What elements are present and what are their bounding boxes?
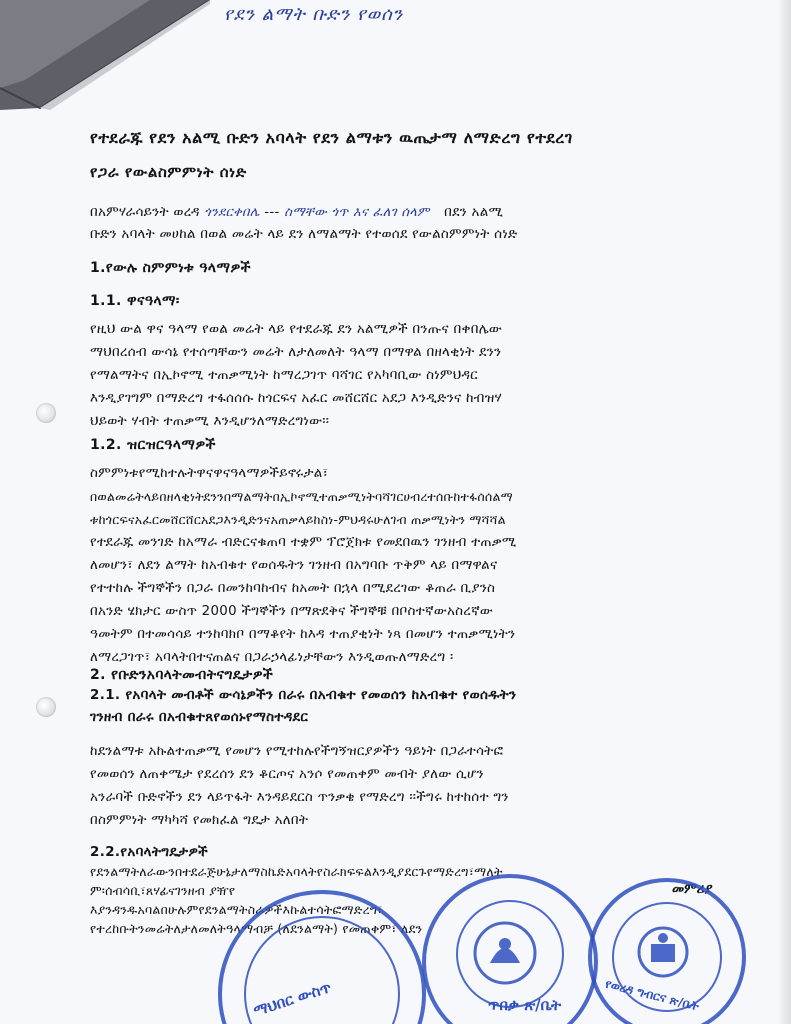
paragraph-line: ም፡ሰብሳቢ፣ጸሃፊናገንዘብ ያዥየ bbox=[90, 883, 236, 898]
section-2-heading: 2. የቡድንአባላትመብትናግዴታዎች bbox=[90, 667, 274, 683]
intro-line-1 bbox=[90, 205, 750, 220]
paragraph-line: የተተከሉ ችግኞችን በጋራ በመንከባከብና ከአመት በኋላ በሚደረገው ቆጠራ ቢያንስ bbox=[90, 581, 496, 596]
paragraph-line: የደንልማትለራውንበተደራጅሁኔታለማስኬድአባላትየስራክፍፍልእንዲያደርጉየማድረግ፣ማለት bbox=[90, 864, 503, 879]
stamp-left-text: ማህበር ውስጥ bbox=[251, 977, 334, 1021]
handwritten-kebele: ጎንደርቀበሌ bbox=[204, 205, 260, 220]
section-2-1-heading: 2.1. የአባላት መብቶች ውሳኔዎችን በራሩ በአብቁተ የመወሰን ከአብቁተ የወሰዱትን bbox=[90, 688, 517, 703]
stamp-right-text: የወረዳ ግብርና ጽ/ቤት bbox=[603, 976, 701, 1014]
section-2-2-heading: 2.2.የአባላትግዴታዎች bbox=[90, 845, 209, 860]
folded-corner bbox=[0, 0, 210, 110]
margin-fragment: መምሪያ bbox=[672, 882, 713, 897]
stamp-middle-emblem-icon bbox=[470, 918, 540, 988]
paragraph-line: ማህበረሰብ ውሳኔ የተሰጣቸውን መሬት ለታለመለት ዓላማ በማዋል በዘላቂነት ደንን bbox=[90, 345, 502, 360]
section-1-2-heading: 1.2. ዝርዝርዓላማዎች bbox=[90, 437, 216, 453]
paragraph-line: የመወሰን ለጠቀሜታ የደረሰን ደን ቆርጦና አንሶ የመጠቀም መብት ያለው ሲሆን bbox=[90, 767, 484, 782]
paragraph-line: ስምምነቱየሚከተሉትዋናዋናዓላማዎችይኖሩታል፣ bbox=[90, 466, 329, 481]
paragraph-line: ዓመትም በተመሳሳይ ተንከባክቦ በማቆየት ከእዳ ተጠያቂነት ነጻ በመሆን ተጠቃሚነትን bbox=[90, 627, 516, 642]
page-edge-shadow bbox=[777, 0, 791, 1024]
handwritten-group-name: እና ፈለገ ሰላም bbox=[353, 205, 430, 220]
stamp-middle-text: ጥበቃ ጽ/ቤት bbox=[488, 996, 562, 1014]
paragraph-line: ህይወት ሃብት ተጠቃሚ እንዲሆንለማድረግነው፡፡ bbox=[90, 414, 330, 429]
paragraph-line: ለመሆን፣ ለደን ልማት ከአብቁተ የወሰዱትን ገንዘብ በአግባቡ ጥቅም ላይ በማዋልና bbox=[90, 558, 498, 573]
section-1-heading: 1.የውሉ ስምምነቱ ዓላማዎች bbox=[90, 260, 251, 276]
intro-dashes: --- bbox=[264, 205, 280, 220]
paragraph-line: የዚህ ውል ዋና ዓላማ የወል መሬት ላይ የተደራጁ ደን አልሚዎች በንጡና በቀበሌው bbox=[90, 322, 503, 337]
handwritten-note: የደን ልማት ቡድን የወሰን bbox=[224, 4, 404, 25]
paragraph-line: እያንዳንዱአባልበሁሉምየደንልማትስራዎችእኩልተሳትፎማድረግ፣ bbox=[90, 902, 383, 917]
paragraph-line: ቱከጎርፍናአፈርመሸርሸርአደጋእንዲድንናአጠቃላይከስነ-ምህዳሩሁለገብ ጠቃሚነትን ማሻሻል bbox=[90, 512, 506, 527]
paragraph-line: ከደንልማቱ አኩልተጠቃሚ የመሆን የሚተከሉየችግኝዝርያዎችን ዓይነት በጋራተሳትፎ bbox=[90, 744, 504, 759]
paragraph-line: የተደራጁ መንገድ ከአማራ ብድርናቁጠባ ተቋም ፕሮጀክቱ የመደበዉን ገንዘብ ተጠቃሚ bbox=[90, 535, 517, 550]
stamp-right-emblem-icon bbox=[633, 922, 693, 982]
punch-hole-top bbox=[36, 403, 56, 423]
paragraph-line: የማልማትና በኢኮኖሚ ተጠቃሚነት ከማረጋገጥ ባሻገር የአካባቢው ስነምህዳር bbox=[90, 368, 478, 383]
paragraph-line: እንዲያገግም በማድረግ ተፋሰሰሱ ከጎርፍና አፈር መሸርሸር አደጋ እንዲድንና ከብዝሃ bbox=[90, 391, 503, 406]
handwritten-got: ስማቸው ጎጥ bbox=[284, 205, 349, 220]
paragraph-line: በስምምነት ማካካሻ የመክፈል ግዴታ አለበት bbox=[90, 813, 309, 828]
document-subtitle: የጋራ የውልስምምነት ሰነድ bbox=[90, 163, 247, 181]
paragraph-line: የተረከቡትንመሬትለታለመለትዓላማብቻ (ለደንልማት) የመጠቀም፣ ለደን bbox=[90, 921, 423, 936]
paragraph-line: በወልመሬትላይበዘላቂነትደንንበማልማትበኢኮኖሚተጠቃሚነትባሻገርሀብረተሰቡከተፋሰሰልማ bbox=[90, 489, 513, 504]
document-title: የተደራጁ የደን አልሚ ቡድን አባላት የደን ልማቱን ዉጤታማ ለማድረግ የተደረገ bbox=[90, 128, 573, 147]
section-2-1-heading-cont: ገንዘብ በራሩ በአብቁተጸየወሰኑየማስተዳደር bbox=[90, 710, 309, 725]
paragraph-line: አንራባች ቡድኖችን ደን ላይጥፋት እንዳይደርስ ጥንቃቄ የማድረግ ፡፡ችግሩ ከተከሰተ ግን bbox=[90, 790, 509, 805]
intro-line-2: ቡድን አባላት መሀከል በወል መሬት ላይ ደን ለማልማት የተወሰደ የውልስምምነት ሰነድ bbox=[90, 227, 518, 242]
paragraph-line: በአንድ ሄክታር ውስጥ 2000 ችግኞችን በማጽደቅና ችግኞቹ በቦስተኛውአስረኛው bbox=[90, 604, 494, 619]
punch-hole-bottom bbox=[36, 697, 56, 717]
section-1-1-heading: 1.1. ዋናዓላማ፡ bbox=[90, 293, 180, 309]
intro-prefix: በአምሃራሳይንት ወረዳ bbox=[90, 205, 200, 220]
intro-suffix: በደን አልሚ bbox=[444, 205, 504, 220]
paragraph-line: ለማረጋገጥ፣ አባላትበተናጠልና በጋራኃላፊነታቸውን እንዲወጡለማድረግ ፡ bbox=[90, 650, 454, 665]
